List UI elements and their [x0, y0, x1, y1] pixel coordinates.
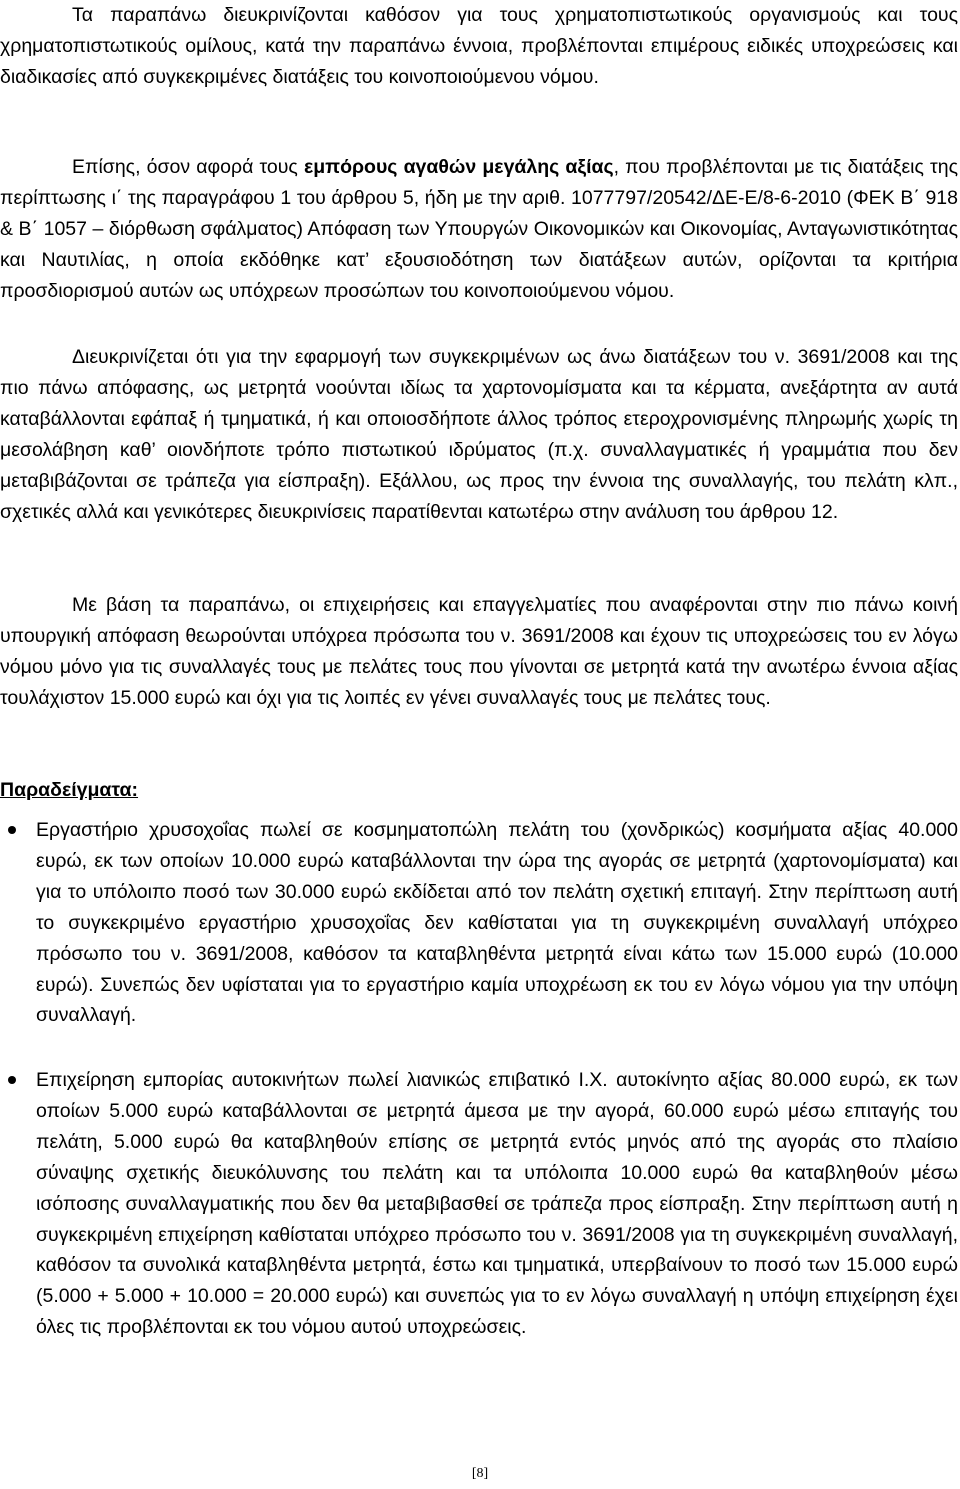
page-number: [8] [471, 1466, 489, 1481]
example-jewelry: Εργαστήριο χρυσοχοΐας πωλεί σε κοσμηματοπώλη πελάτη του (χονδρικώς) κοσμήματα αξίας 40.000 ευρώ, εκ των οποίων 10.000 ευρώ καταβάλλονται την ώρα της αγοράς σε μετρητά (χαρτονομίσματα) και για το υπόλοιπο ποσό των 30.000 ευρώ εκδίδεται από τον πελάτη σχετική επιταγή. Στην περίπτωση αυτή το συγκεκριμένο εργαστήριο χρυσοχοΐας δεν καθίσταται για τη συγκεκριμένη συναλλαγή υπόχρεο πρόσωπο του ν. 3691/2008, καθόσον τα καταβληθέντα μετρητά είναι κάτω των 15.000 ευρώ (10.000 ευρώ). Συνεπώς δεν υφίσταται για το εργαστήριο καμία υποχρέωση εκ του εν λόγω νόμου για την υπόψη συναλλαγή. [36, 819, 958, 1027]
paragraph-high-value-traders [0, 152, 958, 307]
paragraph-text: Επίσης, όσον αφορά τους [72, 156, 304, 178]
bullet-icon [8, 1076, 16, 1084]
paragraph-text: , που προβλέπονται με τις διατάξεις της περίπτωσης ι΄ της παραγράφου 1 του άρθρου 5, ήδη με την αριθ. 1077797/20542/ΔΕ-Ε/8-6-2010 (ΦΕΚ Β΄ 918 & Β΄ 1057 – διόρθωση σφάλματος) Απόφαση των Υπουργών Οικονομικών και Οικονομίας, Ανταγωνιστικότητας και Ναυτιλίας, η οποία εκδόθηκε κατ’ εξουσιοδότηση των διατάξεων αυτών, ορίζονται τα κριτήρια προσδιορισμού αυτών ως υπόχρεων προσώπων του κοινοποιούμενου νόμου. [0, 156, 958, 302]
bullet-icon [8, 826, 16, 834]
paragraph-obligations: Με βάση τα παραπάνω, οι επιχειρήσεις και επαγγελματίες που αναφέρονται στην πιο πάνω κοινή υπουργική απόφαση θεωρούνται υπόχρεα πρόσωπα του ν. 3691/2008 και έχουν τις υποχρεώσεις του εν λόγω νόμου μόνο για τις συναλλαγές τους με πελάτες τους που γίνονται σε μετρητά κατά την ανωτέρω έννοια αξίας τουλάχιστον 15.000 ευρώ και όχι για τις λοιπές εν γένει συναλλαγές τους με πελάτες τους. [0, 594, 958, 709]
paragraph-financial-institutions: Τα παραπάνω διευκρινίζονται καθόσον για τους χρηματοπιστωτικούς οργανισμούς και τους χρηματοπιστωτικούς ομίλους, κατά την παραπάνω έννοια, προβλέπονται επιμέρους ειδικές υποχρεώσεις και διαδικασίες από συγκεκριμένες διατάξεις του κοινοποιούμενου νόμου. [0, 4, 958, 88]
example-car-dealer: Επιχείρηση εμπορίας αυτοκινήτων πωλεί λιανικώς επιβατικό Ι.Χ. αυτοκίνητο αξίας 80.000 ευρώ, εκ των οποίων 5.000 ευρώ καταβάλλονται σε μετρητά άμεσα με την αγορά, 60.000 ευρώ μέσω επιταγής του πελάτη, 5.000 ευρώ θα καταβληθούν επίσης σε μετρητά εντός μηνός από της αγοράς στο πλαίσιο σύναψης σχετικής διευκόλυνσης του πελάτη και τα υπόλοιπα 10.000 ευρώ θα καταβληθούν μέσω ισόποσης συναλλαγματικής που δεν θα μεταβιβασθεί σε τράπεζα προς είσπραξη. Στην περίπτωση αυτή η συγκεκριμένη επιχείρηση καθίσταται υπόχρεο πρόσωπο του ν. 3691/2008 για τη συγκεκριμένη συναλλαγή, καθόσον τα συνολικά καταβληθέντα μετρητά, έστω και τμηματικά, υπερβαίνουν το ποσό των 15.000 ευρώ (5.000 + 5.000 + 10.000 = 20.000 ευρώ) και συνεπώς για το εν λόγω συναλλαγή η υπόψη επιχείρηση έχει όλες τις προβλέπονται εκ του νόμου αυτού υποχρεώσεις. [36, 1069, 958, 1339]
paragraph-cash-definition: Διευκρινίζεται ότι για την εφαρμογή των συγκεκριμένων ως άνω διατάξεων του ν. 3691/2008 και της πιο πάνω απόφασης, ως μετρητά νοούνται ιδίως τα χαρτονομίσματα και τα κέρματα, ανεξάρτητα αν αυτά καταβάλλονται εφάπαξ ή τμηματικά, ή και οποιοσδήποτε άλλος τρόπος ετεροχρονισμένης πληρωμής χωρίς τη μεσολάβηση καθ’ οιονδήποτε τρόπο πιστωτικού ιδρύματος (π.χ. συναλλαγματικές ή γραμμάτια που δεν μεταβιβάζονται σε τράπεζα για είσπραξη). Εξάλλου, ως προς την έννοια της συναλλαγής, του πελάτη κλπ., σχετικές αλλά και γενικότερες διευκρινίσεις παρατίθενται κατωτέρω στην ανάλυση του άρθρου 12. [0, 346, 958, 523]
bold-term: εμπόρους αγαθών μεγάλης αξίας [303, 156, 614, 178]
examples-heading: Παραδείγματα: [0, 779, 139, 801]
